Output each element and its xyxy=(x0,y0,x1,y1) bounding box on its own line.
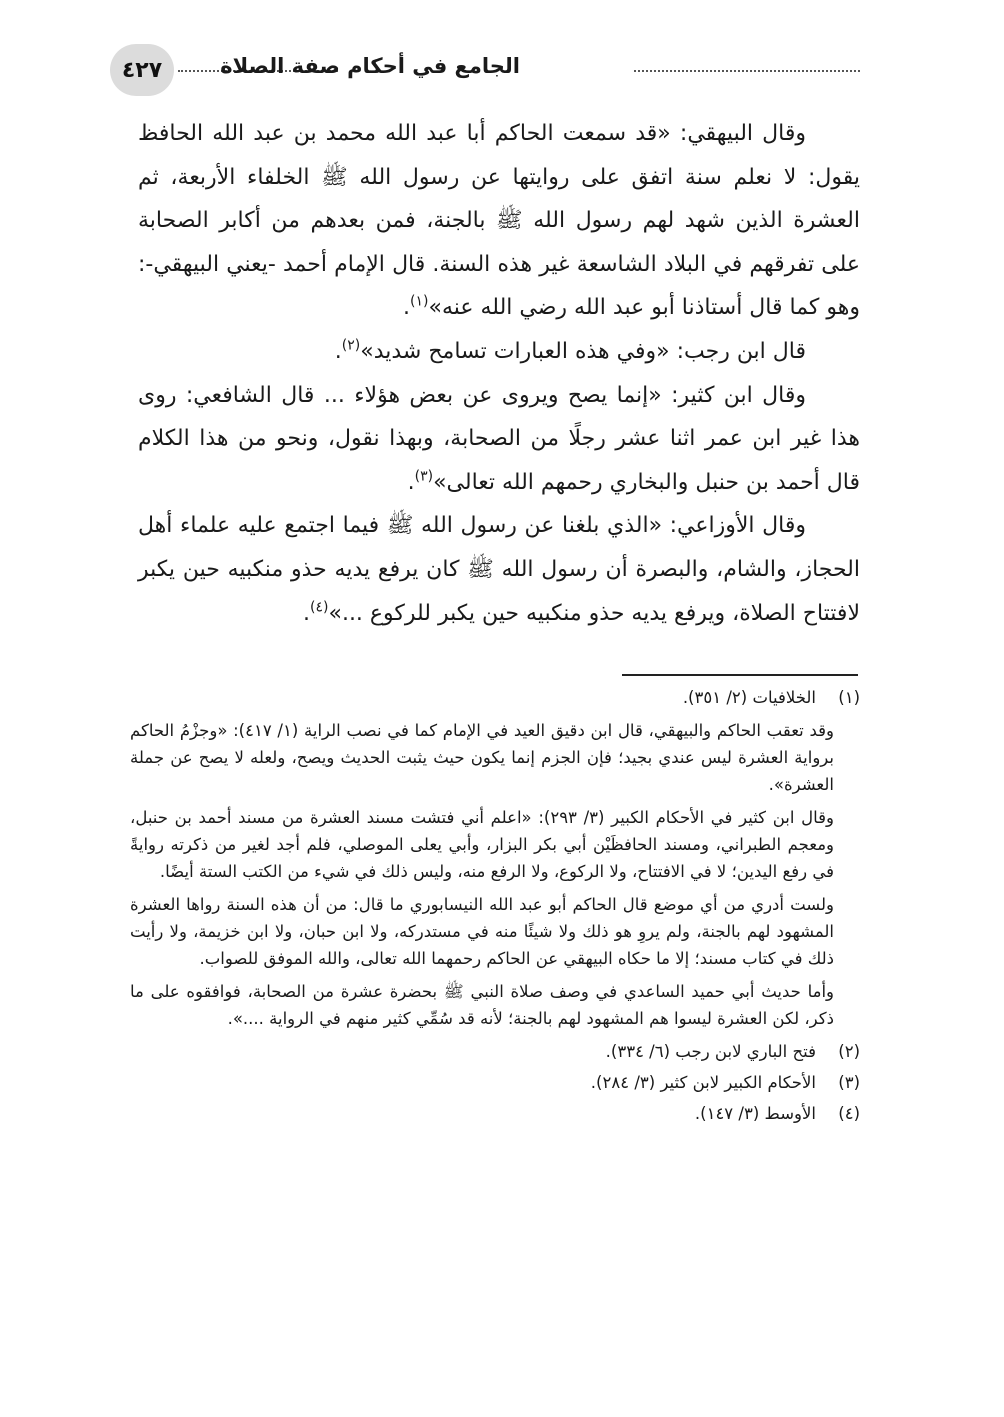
footnotes xyxy=(130,684,860,1131)
footnote-4 xyxy=(130,1100,860,1131)
header-dotted-rule-right xyxy=(634,70,860,72)
commentary-paragraph: وقد تعقب الحاكم والبيهقي، قال ابن دقيق العيد في الإمام كما في نصب الراية (١/ ٤١٧): «وجزْمُ الحاكم برواية العشرة ليس عندي بجيد؛ فإن الجزم إنما يكون حيث يثبت الحديث ويصح، ولعله لا يصح عن جملة العشرة». xyxy=(130,721,834,794)
footnote-2 xyxy=(130,1038,860,1069)
paragraph-ibn-kathir xyxy=(138,374,860,505)
paragraph-ibn-rajab xyxy=(138,330,860,374)
period: . xyxy=(334,338,342,364)
footnote-text: فتح الباري لابن رجب (٦/ ٣٣٤). xyxy=(605,1042,816,1061)
footnote-1-commentary xyxy=(130,717,860,1032)
footnote-3 xyxy=(130,1069,860,1100)
commentary-paragraph: ولست أدري من أي موضع قال الحاكم أبو عبد الله النيسابوري ما قال: من أن هذه السنة رواها العشرة المشهود لهم بالجنة، ولم يروِ هو ذلك ولا شيئًا منه في مستدركه، ولا ابن حبان، ولا ابن خزيمة، ولا رأيت ذلك في كتاب مسند؛ إلا ما حكاه البيهقي عن الحاكم رحمهما الله تعالى، والله الموفق للصواب. xyxy=(130,895,834,968)
footnote-text: الخلافيات (٢/ ٣٥١). xyxy=(682,688,816,707)
paragraph-text: قال ابن رجب: «وفي هذه العبارات تسامح شديد» xyxy=(360,338,806,364)
paragraph-text: وقال الأوزاعي: «الذي بلغنا عن رسول الله ﷺ فيما اجتمع عليه علماء أهل الحجاز، والشام، والبصرة أن رسول الله ﷺ كان يرفع يديه حذو منكبيه حين يكبر لافتتاح الصلاة، ويرفع يديه حذو منكبيه حين يكبر للركوع ...» xyxy=(138,513,860,626)
commentary-paragraph: وأما حديث أبي حميد الساعدي في وصف صلاة النبي ﷺ بحضرة عشرة من الصحابة، فوافقوه على ما ذكر، لكن العشرة ليسوا هم المشهود لهم بالجنة؛ لأنه قد سُمِّي كثير منهم في الرواية ....». xyxy=(130,982,834,1028)
footnote-text: الأوسط (٣/ ١٤٧). xyxy=(694,1104,816,1123)
footnote-body xyxy=(130,1100,816,1131)
paragraph-awzai xyxy=(138,504,860,635)
footnote-number: (١) xyxy=(838,688,860,707)
footnote-text: الأحكام الكبير لابن كثير (٣/ ٢٨٤). xyxy=(590,1073,816,1092)
footnote-number: (٣) xyxy=(838,1073,860,1092)
period: . xyxy=(407,469,415,495)
period: . xyxy=(403,295,411,321)
footnote-separator xyxy=(622,674,858,676)
period: . xyxy=(303,600,311,626)
footnote-number: (٤) xyxy=(838,1104,860,1123)
running-title: الجامع في أحكام صفة الصلاة xyxy=(220,54,520,78)
footnote-body xyxy=(130,684,816,715)
footnote-ref-4[interactable]: (٤) xyxy=(310,599,329,616)
page-header xyxy=(110,44,860,96)
footnote-ref-2[interactable]: (٢) xyxy=(341,337,361,354)
main-text xyxy=(138,112,860,635)
footnote-ref-3[interactable]: (٣) xyxy=(414,468,434,485)
page-number-badge: ٤٢٧ xyxy=(110,44,174,96)
footnote-body xyxy=(130,1038,816,1069)
footnote-body xyxy=(130,1069,816,1100)
paragraph-text: وقال البيهقي: «قد سمعت الحاكم أبا عبد الله محمد بن عبد الله الحافظ يقول: لا نعلم سنة اتفق على روايتها عن رسول الله ﷺ الخلفاء الأربعة، ثم العشرة الذين شهد لهم رسول الله ﷺ بالجنة، فمن بعدهم من أكابر الصحابة على تفرقهم في البلاد الشاسعة غير هذه السنة. قال الإمام أحمد -يعني البيهقي-: وهو كما قال أستاذنا أبو عبد الله رضي الله عنه» xyxy=(138,121,860,321)
commentary-paragraph: وقال ابن كثير في الأحكام الكبير (٣/ ٢٩٣): «اعلم أني فتشت مسند العشرة من مسند أحمد بن حنبل، ومعجم الطبراني، ومسند الحافظَيْن أبي بكر البزار، وأبي يعلى الموصلي، فلم أجد لغير من ذكرته روايةً في رفع اليدين؛ لا في الافتتاح، ولا الركوع، ولا الرفع منه، وليس ذلك في شيء من الكتب الستة أيضًا. xyxy=(130,808,834,881)
footnote-ref-1[interactable]: (١) xyxy=(410,294,429,311)
footnote-1 xyxy=(130,684,860,715)
paragraph-text: وقال ابن كثير: «إنما يصح ويروى عن بعض هؤلاء ... قال الشافعي: روى هذا غير ابن عمر اثنا عشر رجلًا من الصحابة، وبهذا نقول، ونحو من هذا الكلام قال أحمد بن حنبل والبخاري رحمهم الله تعالى» xyxy=(138,382,860,495)
paragraph-bayhaqi xyxy=(138,112,860,330)
footnote-number: (٢) xyxy=(838,1042,860,1061)
